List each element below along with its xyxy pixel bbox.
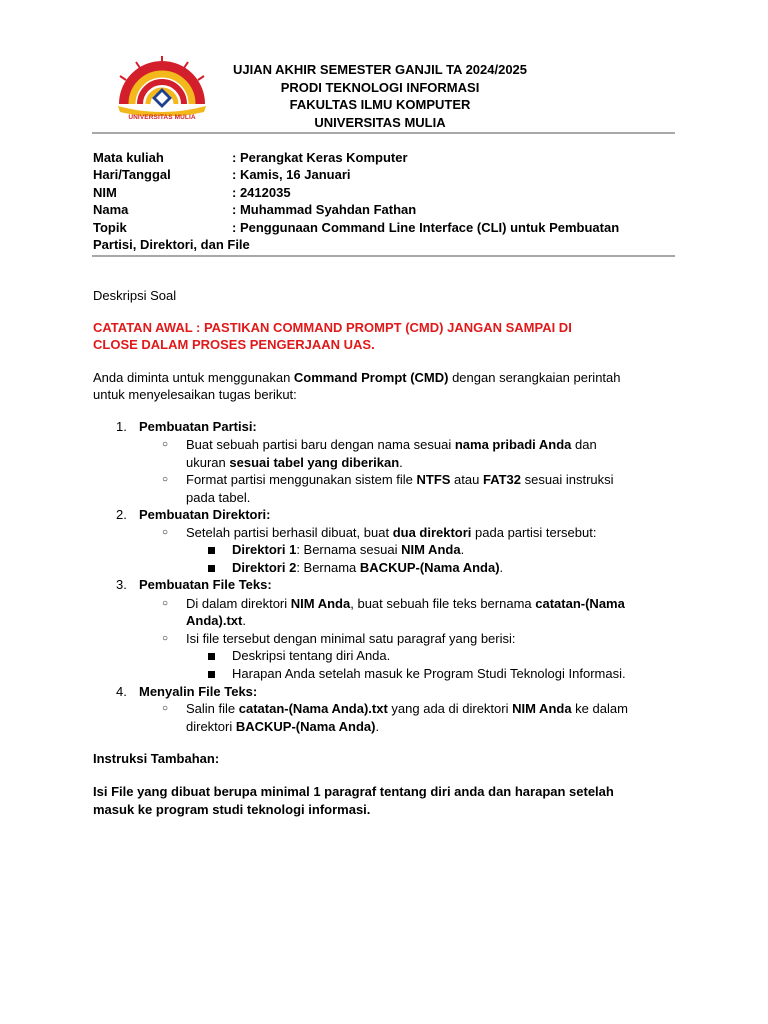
bold-text: FAT32	[482, 472, 522, 487]
task-title: Pembuatan File Teks:	[139, 577, 272, 592]
bold-text: Anda).txt	[186, 613, 243, 628]
bold-text: NIM Anda	[401, 542, 461, 557]
description-heading: Deskripsi Soal	[93, 288, 177, 303]
bold-text: NIM Anda	[512, 701, 572, 716]
square-bullet-icon	[208, 671, 215, 678]
extra-line-1: Isi File yang dibuat berupa minimal 1 paragraf tentang diri anda dan harapan setelah	[93, 784, 614, 799]
text: dan	[571, 437, 597, 452]
task-number: 1.	[116, 419, 127, 434]
nim-value: : 2412035	[232, 185, 291, 200]
text: atau	[450, 472, 483, 487]
text: .	[242, 613, 246, 628]
square-bullet-icon	[208, 565, 215, 572]
text: sesuai instruksi	[521, 472, 614, 487]
circle-bullet-icon: ○	[162, 527, 169, 538]
intro-cmd: Command Prompt (CMD)	[293, 370, 449, 385]
task3-bullet2: Harapan Anda setelah masuk ke Program Studi Teknologi Informasi.	[232, 666, 626, 681]
task1-sub1-line2	[186, 455, 403, 471]
task3-sub1-line1	[186, 596, 625, 612]
intro-text: Anda diminta untuk menggunakan	[93, 370, 294, 385]
task1-sub2-line1	[186, 472, 614, 488]
course-value: : Perangkat Keras Komputer	[232, 150, 408, 165]
course-label: Mata kuliah	[93, 150, 164, 165]
intro-text: dengan serangkaian perintah	[448, 370, 621, 385]
bold-text: dua direktori	[392, 525, 472, 540]
text: : Bernama	[296, 560, 360, 575]
text: pada partisi tersebut:	[471, 525, 597, 540]
bold-text: nama pribadi Anda	[454, 437, 572, 452]
bold-text: catatan-(Nama Anda).txt	[238, 701, 388, 716]
nim-label: NIM	[93, 185, 117, 200]
text: ukuran	[186, 455, 230, 470]
task-number: 3.	[116, 577, 127, 592]
task-title: Menyalin File Teks:	[139, 684, 258, 699]
note-line-1: CATATAN AWAL : PASTIKAN COMMAND PROMPT (CMD) JANGAN SAMPAI DI	[93, 320, 572, 335]
faculty-name: FAKULTAS ILMU KOMPUTER	[289, 97, 471, 112]
text: .	[460, 542, 465, 557]
note-line-2: CLOSE DALAM PROSES PENGERJAAN UAS.	[93, 337, 375, 352]
task3-sub1-line2	[186, 613, 246, 629]
text: direktori	[186, 719, 236, 734]
text: Di dalam direktori	[186, 596, 291, 611]
bold-text: BACKUP-(Nama Anda)	[359, 560, 500, 575]
text: , buat sebuah file teks bernama	[350, 596, 536, 611]
circle-bullet-icon: ○	[162, 633, 169, 644]
text: Setelah partisi berhasil dibuat, buat	[186, 525, 393, 540]
extra-heading: Instruksi Tambahan:	[93, 751, 220, 766]
square-bullet-icon	[208, 653, 215, 660]
text: .	[375, 719, 380, 734]
text: : Bernama sesuai	[296, 542, 402, 557]
task-title: Pembuatan Partisi:	[139, 419, 257, 434]
task-number: 4.	[116, 684, 127, 699]
task4-sub1-line1	[186, 701, 628, 717]
intro-line-1	[93, 370, 621, 386]
exam-title: UJIAN AKHIR SEMESTER GANJIL TA 2024/2025	[232, 62, 528, 77]
extra-line-2: masuk ke program studi teknologi informasi.	[93, 802, 371, 817]
circle-bullet-icon: ○	[162, 703, 169, 714]
task-number: 2.	[116, 507, 127, 522]
circle-bullet-icon: ○	[162, 439, 169, 450]
task-title: Pembuatan Direktori:	[139, 507, 271, 522]
university-name: UNIVERSITAS MULIA	[314, 115, 446, 130]
bold-text: catatan-(Nama	[535, 596, 625, 611]
date-value: : Kamis, 16 Januari	[232, 167, 351, 182]
topic-continuation: Partisi, Direktori, dan File	[93, 237, 250, 252]
text: Format partisi menggunakan sistem file	[186, 472, 417, 487]
name-value: : Muhammad Syahdan Fathan	[232, 202, 417, 217]
task2-dir2	[232, 560, 503, 576]
header-divider	[92, 132, 675, 134]
date-label: Hari/Tanggal	[93, 167, 171, 182]
bold-text: NIM Anda	[290, 596, 351, 611]
name-label: Nama	[93, 202, 129, 217]
task3-bullet1: Deskripsi tentang diri Anda.	[232, 648, 391, 663]
circle-bullet-icon: ○	[162, 474, 169, 485]
bold-text: NTFS	[416, 472, 451, 487]
bold-text: Direktori 1	[232, 542, 297, 557]
task3-sub2: Isi file tersebut dengan minimal satu paragraf yang berisi:	[186, 631, 516, 646]
bold-text: sesuai tabel yang diberikan	[229, 455, 400, 470]
bold-text: BACKUP-(Nama Anda)	[235, 719, 376, 734]
task1-sub1-line1	[186, 437, 597, 453]
circle-bullet-icon: ○	[162, 598, 169, 609]
text: ke dalam	[571, 701, 628, 716]
info-divider	[92, 255, 675, 257]
intro-line-2: untuk menyelesaikan tugas berikut:	[93, 387, 297, 402]
task1-sub2-line2: pada tabel.	[186, 490, 251, 505]
task4-sub1-line2	[186, 719, 379, 735]
text: .	[399, 455, 403, 470]
text: .	[499, 560, 504, 575]
program-name: PRODI TEKNOLOGI INFORMASI	[280, 80, 480, 95]
text: Buat sebuah partisi baru dengan nama sesuai	[186, 437, 455, 452]
square-bullet-icon	[208, 547, 215, 554]
bold-text: Direktori 2	[232, 560, 297, 575]
logo-text: UNIVERSITAS MULIA	[128, 114, 196, 121]
text: yang ada di direktori	[387, 701, 513, 716]
topic-value: : Penggunaan Command Line Interface (CLI) untuk Pembuatan	[232, 220, 620, 235]
topic-label: Topik	[93, 220, 127, 235]
text: Salin file	[186, 701, 239, 716]
task2-sub1	[186, 525, 596, 541]
task2-dir1	[232, 542, 464, 558]
